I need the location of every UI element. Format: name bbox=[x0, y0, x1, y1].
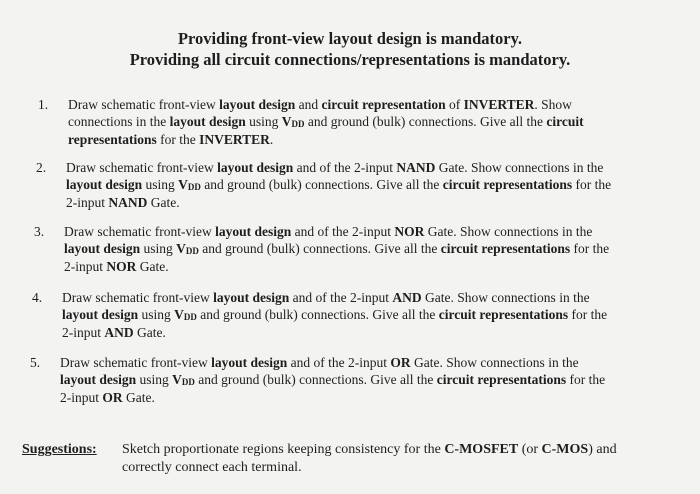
question-line: 2-input NAND Gate. bbox=[66, 195, 180, 210]
question-line: Draw schematic front-view layout design and of the 2-input OR Gate. Show connections in the bbox=[60, 355, 579, 370]
document-header bbox=[0, 28, 700, 70]
question-text bbox=[68, 97, 584, 149]
question-text bbox=[66, 160, 611, 212]
question-line: layout design using VDD and ground (bulk) connections. Give all the circuit representations for the bbox=[64, 240, 610, 256]
question-number: 1. bbox=[38, 97, 49, 112]
question-number: 5. bbox=[30, 355, 41, 370]
question-line: Draw schematic front-view layout design and of the 2-input NOR Gate. Show connections in the bbox=[64, 224, 593, 239]
question-line: Draw schematic front-view layout design and circuit representation of INVERTER. Show bbox=[68, 97, 572, 112]
question-number: 3. bbox=[34, 224, 45, 239]
header-line-2: Providing all circuit connections/representations is mandatory. bbox=[129, 50, 571, 69]
question-text bbox=[60, 355, 605, 407]
question-text bbox=[62, 290, 607, 342]
question-line: connections in the layout design using VDD and ground (bulk) connections. Give all the circuit bbox=[68, 113, 584, 129]
question-line: 2-input OR Gate. bbox=[60, 390, 155, 405]
question-number: 4. bbox=[32, 290, 43, 305]
question-item bbox=[34, 224, 660, 276]
question-item bbox=[32, 290, 660, 342]
header-line-1: Providing front-view layout design is mandatory. bbox=[177, 29, 523, 48]
question-line: representations for the INVERTER. bbox=[68, 132, 274, 147]
question-line: 2-input NOR Gate. bbox=[64, 259, 169, 274]
question-item bbox=[38, 97, 660, 149]
question-item bbox=[30, 355, 660, 407]
question-line: layout design using VDD and ground (bulk) connections. Give all the circuit representations for the bbox=[66, 176, 612, 192]
question-line: Draw schematic front-view layout design and of the 2-input NAND Gate. Show connections in the bbox=[66, 160, 604, 175]
question-text bbox=[64, 224, 609, 276]
suggestions-label: Suggestions: bbox=[22, 442, 97, 457]
question-line: layout design using VDD and ground (bulk) connections. Give all the circuit representations for the bbox=[62, 306, 608, 322]
question-line: Draw schematic front-view layout design and of the 2-input AND Gate. Show connections in the bbox=[62, 290, 590, 305]
question-number: 2. bbox=[36, 160, 47, 175]
question-item bbox=[36, 160, 660, 212]
question-line: 2-input AND Gate. bbox=[62, 325, 166, 340]
suggestions-text bbox=[122, 441, 687, 477]
suggestions-line: correctly connect each terminal. bbox=[122, 460, 302, 475]
question-line: layout design using VDD and ground (bulk) connections. Give all the circuit representations for the bbox=[60, 371, 606, 387]
suggestions-line: Sketch proportionate regions keeping consistency for the C-MOSFET (or C-MOS) and bbox=[122, 442, 617, 457]
